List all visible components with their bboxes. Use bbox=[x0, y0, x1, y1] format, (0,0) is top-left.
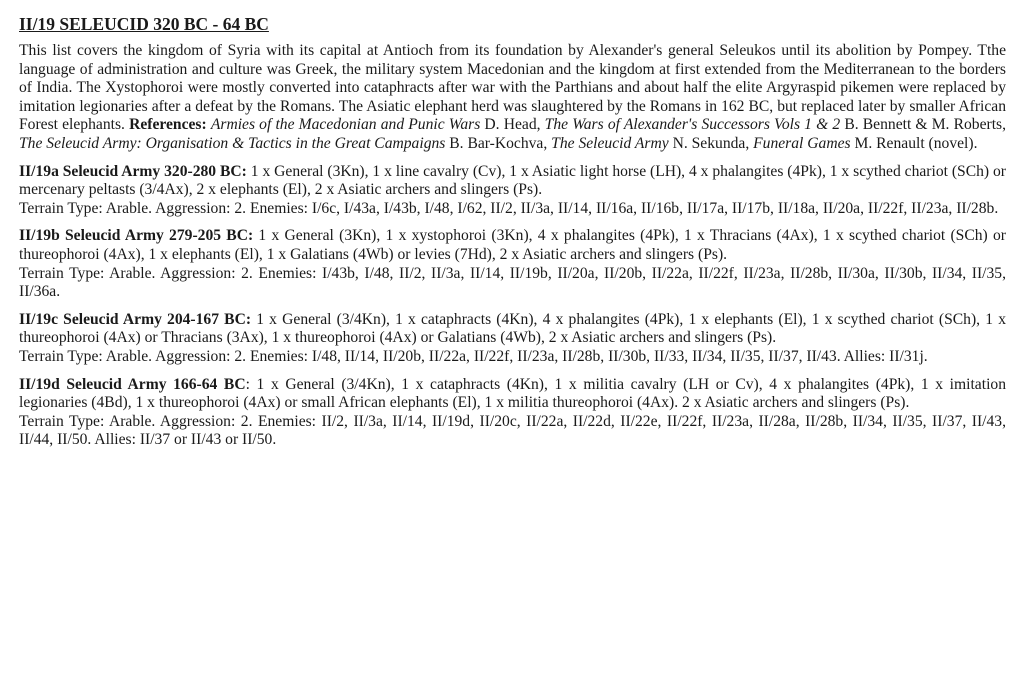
army-title: II/19d Seleucid Army 166-64 BC bbox=[19, 375, 246, 393]
reference-author-2: B. Bennett & M. Roberts, bbox=[840, 116, 1007, 134]
army-title: II/19c Seleucid Army 204-167 BC: bbox=[19, 310, 252, 328]
reference-title-1: Armies of the Macedonian and Punic Wars bbox=[210, 116, 481, 134]
army-terrain: Terrain Type: Arable. Aggression: 2. Enemies: II/2, II/3a, II/14, II/19d, II/20c, II/22a, II/22d, II/22e, II/22f, II/23a, II/28a, II/28b, II/34, II/35, II/37, II/43, II/44, II/50. Allies: II/37 or II/43 or II/50. bbox=[19, 412, 1006, 449]
army-section-19a bbox=[19, 163, 1006, 219]
army-terrain: Terrain Type: Arable. Aggression: 2. Enemies: I/43b, I/48, II/2, II/3a, II/14, II/19b, II/20a, II/20b, II/22a, II/22f, II/23a, II/28b, II/30a, II/30b, II/34, II/35, II/36a. bbox=[19, 264, 1006, 301]
reference-title-4: The Seleucid Army bbox=[551, 134, 669, 152]
army-composition bbox=[19, 227, 1006, 264]
army-terrain: Terrain Type: Arable. Aggression: 2. Enemies: I/6c, I/43a, I/43b, I/48, I/62, II/2, II/3a, II/14, II/16a, II/16b, II/17a, II/17b, II/18a, II/20a, II/22f, II/23a, II/28b. bbox=[19, 199, 999, 217]
army-composition bbox=[19, 311, 1006, 348]
army-title: II/19b Seleucid Army 279-205 BC: bbox=[19, 227, 254, 245]
list-heading: II/19 SELEUCID 320 BC - 64 BC bbox=[19, 14, 269, 34]
army-composition-text: 1 x General (3Kn), 1 x line cavalry (Cv), 1 x Asiatic light horse (LH), 4 x phalangites (4Pk), 1 x scythed chariot (SCh) or mercenary peltasts (3/4Ax), 2 x elephants (El), 2 x Asiatic archers and slingers (Ps). bbox=[19, 162, 1006, 199]
army-title: II/19a Seleucid Army 320-280 BC: bbox=[19, 162, 247, 180]
army-composition-text: : 1 x General (3/4Kn), 1 x cataphracts (4Kn), 1 x militia cavalry (LH or Cv), 4 x phalangites (4Pk), 1 x imitation legionaries (4Bd), 1 x thureophoroi (4Ax) or small African elephants (El), 1 x militia thureophoroi (4Ax). 2 x Asiatic archers and slingers (Ps). bbox=[19, 375, 1006, 412]
reference-title-2: The Wars of Alexander's Successors Vols 1 & 2 bbox=[544, 116, 841, 134]
army-composition-text: 1 x General (3/4Kn), 1 x cataphracts (4Kn), 4 x phalangites (4Pk), 1 x elephants (El), 1 x scythed chariot (SCh), 1 x thureophoroi (4Ax) or Thracians (3Ax), 1 x thureophoroi (4Ax) or Galatians (4Wb), 2 x Asiatic archers and slingers (Ps). bbox=[19, 310, 1006, 347]
reference-author-4: N. Sekunda, bbox=[668, 134, 754, 152]
reference-title-5: Funeral Games bbox=[753, 134, 851, 152]
army-section-19d bbox=[19, 376, 1006, 450]
army-terrain: Terrain Type: Arable. Aggression: 2. Enemies: I/48, II/14, II/20b, II/22a, II/22f, II/23a, II/28b, II/30b, II/33, II/34, II/35, II/37, II/43. Allies: II/31j. bbox=[19, 347, 928, 365]
reference-title-3: The Seleucid Army: Organisation & Tactics in the Great Campaigns bbox=[19, 134, 446, 152]
intro-text: This list covers the kingdom of Syria with its capital at Antioch from its foundation by Alexander's general Seleukos until its abolition by Pompey. Tthe language of administration and culture was Greek, the military system Macedonian and the kingdom at first extended from the Mediterranean to the borders of India. The Xystophoroi were mostly converted into cataphracts after war with the Parthians and about half the elite Argyraspid pikemen were replaced by imitation legionaries after a defeat by the Romans. The Asiatic elephant herd was slaughtered by the Romans in 162 BC, but replaced later by smaller African Forest elephants. bbox=[19, 42, 1006, 134]
army-section-19b bbox=[19, 227, 1006, 301]
army-composition bbox=[19, 163, 1006, 200]
army-section-19c bbox=[19, 311, 1006, 367]
reference-author-3: B. Bar-Kochva, bbox=[445, 134, 552, 152]
army-composition-text: 1 x General (3Kn), 1 x xystophoroi (3Kn), 4 x phalangites (4Pk), 1 x Thracians (4Ax), 1 x scythed chariot (SCh) or thureophoroi (4Ax), 1 x elephants (El), 1 x Galatians (4Wb) or levies (7Hd), 2 x Asiatic archers and slingers (Ps). bbox=[19, 227, 1006, 263]
reference-author-5: M. Renault (novel). bbox=[850, 134, 978, 152]
reference-author-1: D. Head, bbox=[480, 116, 545, 134]
intro-paragraph bbox=[19, 42, 1006, 154]
army-composition bbox=[19, 376, 1006, 413]
references-label: References: bbox=[129, 116, 207, 134]
